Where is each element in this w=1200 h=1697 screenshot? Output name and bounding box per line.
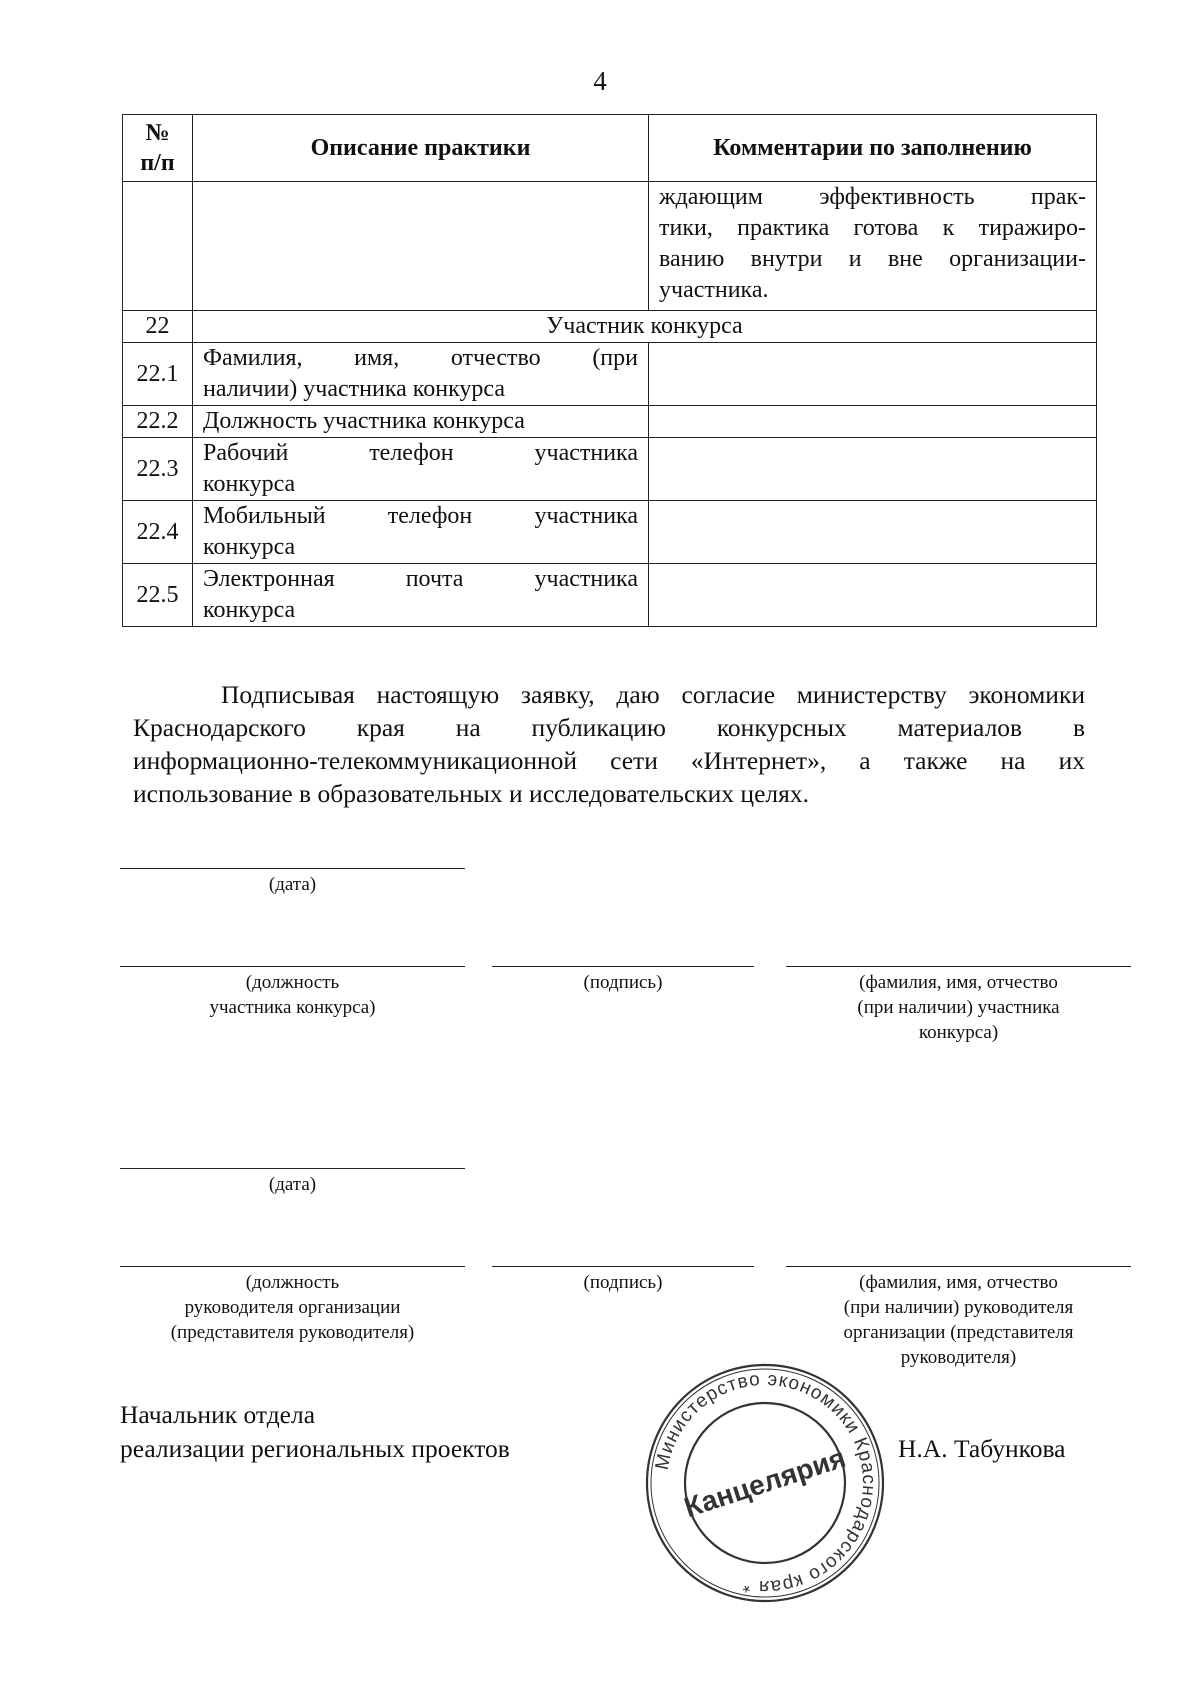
caption-line: руководителя организации	[184, 1297, 401, 1318]
table-row-continuation	[123, 182, 1097, 311]
header-num-line-2: п/п	[140, 150, 175, 176]
signer-title-line: Начальник отдела	[120, 1400, 316, 1429]
cell-comments-continuation	[649, 182, 1097, 311]
caption-line: (фамилия, имя, отчество	[859, 972, 1058, 993]
header-comments: Комментарии по заполнению	[649, 115, 1097, 182]
participant-date-caption: (дата)	[268, 874, 317, 895]
office-stamp	[642, 1360, 888, 1606]
comment-line: тики, практика готова к тиражиро-	[659, 215, 1086, 241]
signer-name: Н.А. Табункова	[898, 1434, 1066, 1463]
cell-description-empty	[193, 182, 649, 311]
table-row	[123, 438, 1097, 501]
consent-line: информационно-телекоммуникационной сети «Интернет», а также на их	[133, 746, 1085, 775]
caption-line: конкурса)	[918, 1022, 999, 1043]
caption-line: участника конкурса)	[209, 997, 376, 1018]
header-num	[123, 115, 193, 182]
row-line: конкурса	[203, 534, 296, 560]
participant-name-caption	[786, 970, 1131, 1045]
signer-title-line: реализации региональных проектов	[120, 1434, 510, 1463]
row-line: Электронная почта участника	[203, 566, 638, 592]
consent-line: Подписывая настоящую заявку, даю согласие министерству экономики	[221, 680, 1085, 709]
caption-line: (при наличии) участника	[857, 997, 1060, 1018]
row-line: Мобильный телефон участника	[203, 503, 638, 529]
head-signature-caption: (подпись)	[583, 1272, 663, 1293]
row-num: 22.5	[123, 564, 193, 627]
row-description	[193, 564, 649, 627]
table-row	[123, 406, 1097, 438]
participant-position-line	[120, 966, 465, 967]
participant-date-line	[120, 868, 465, 869]
caption-line: руководителя)	[900, 1347, 1017, 1368]
header-num-line-1: №	[145, 120, 170, 146]
consent-line: использование в образовательных и исследовательских целях.	[133, 779, 809, 808]
row-comment-empty	[649, 501, 1097, 564]
section-num: 22	[123, 311, 193, 343]
row-description	[193, 501, 649, 564]
row-comment-empty	[649, 438, 1097, 501]
row-description	[193, 438, 649, 501]
table-row	[123, 564, 1097, 627]
row-comment-empty	[649, 343, 1097, 406]
head-name-line	[786, 1266, 1131, 1267]
practice-table	[122, 114, 1097, 627]
page-number: 4	[593, 66, 607, 96]
participant-name-line	[786, 966, 1131, 967]
row-line: конкурса	[203, 471, 296, 497]
table-header-row	[123, 115, 1097, 182]
comment-line: участника.	[659, 277, 769, 303]
head-position-caption	[120, 1270, 465, 1345]
participant-signature-caption: (подпись)	[583, 972, 663, 993]
table-row	[123, 501, 1097, 564]
row-comment-empty	[649, 564, 1097, 627]
caption-line: организации (представителя	[843, 1322, 1074, 1343]
caption-line: (должность	[245, 972, 340, 993]
stamp-center-text: Канцелярия	[680, 1441, 850, 1524]
row-num: 22.3	[123, 438, 193, 501]
caption-line: (представителя руководителя)	[170, 1322, 415, 1343]
section-title: Участник конкурса	[193, 311, 1097, 343]
signer-title	[120, 1398, 510, 1466]
row-line: конкурса	[203, 597, 296, 623]
head-date-line	[120, 1168, 465, 1169]
caption-line: (фамилия, имя, отчество	[859, 1272, 1058, 1293]
stamp-outer-textpath: Министерство экономики Краснодарского края *	[651, 1368, 880, 1598]
row-num: 22.4	[123, 501, 193, 564]
consent-paragraph	[133, 678, 1085, 810]
head-date-caption: (дата)	[268, 1174, 317, 1195]
head-position-line	[120, 1266, 465, 1267]
header-description: Описание практики	[193, 115, 649, 182]
row-line: Должность участника конкурса	[203, 408, 525, 434]
comment-line: ждающим эффективность прак-	[659, 184, 1086, 210]
row-line: Рабочий телефон участника	[203, 440, 638, 466]
participant-signature-line	[492, 966, 754, 967]
head-name-caption	[786, 1270, 1131, 1370]
row-num: 22.2	[123, 406, 193, 438]
consent-line: Краснодарского края на публикацию конкурсных материалов в	[133, 713, 1085, 742]
cell-num-empty	[123, 182, 193, 311]
row-num: 22.1	[123, 343, 193, 406]
caption-line: (должность	[245, 1272, 340, 1293]
table-row	[123, 343, 1097, 406]
head-signature-line	[492, 1266, 754, 1267]
comment-line: ванию внутри и вне организации-	[659, 246, 1086, 272]
table-row-section	[123, 311, 1097, 343]
row-line: Фамилия, имя, отчество (при	[203, 345, 638, 371]
caption-line: (при наличии) руководителя	[843, 1297, 1074, 1318]
row-line: наличии) участника конкурса	[203, 376, 505, 402]
row-description	[193, 406, 649, 438]
row-comment-empty	[649, 406, 1097, 438]
row-description	[193, 343, 649, 406]
participant-position-caption	[120, 970, 465, 1020]
